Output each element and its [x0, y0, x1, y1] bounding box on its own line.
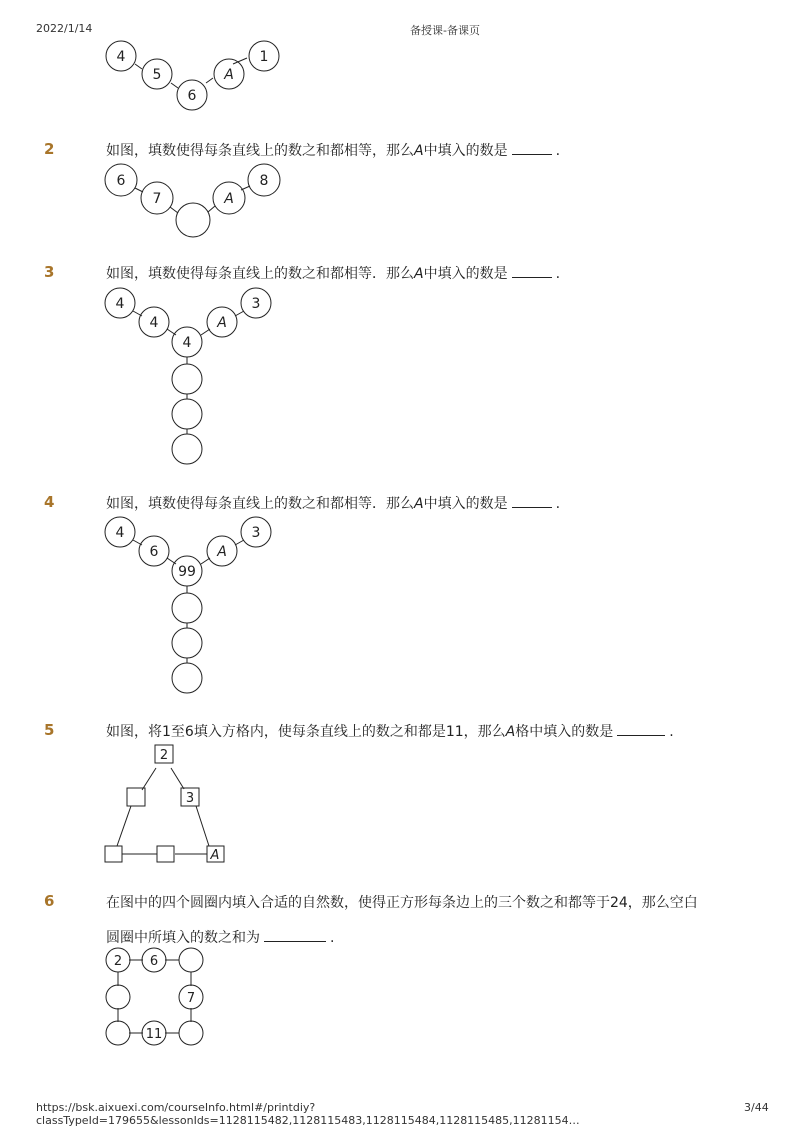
question-period: . — [555, 266, 561, 282]
question-text — [106, 721, 674, 741]
circle-label: A — [217, 544, 227, 560]
question-text — [106, 263, 560, 283]
circle-label: A — [224, 67, 234, 83]
circle-label: 4 — [115, 525, 125, 541]
variable-a: A — [414, 266, 424, 282]
question-stem-end: 中填入的数是 — [423, 496, 508, 512]
question-period: . — [555, 496, 561, 512]
circle-label: 99 — [178, 564, 196, 580]
question-text-line1: 在图中的四个圆圈内填入合适的自然数，使得正方形每条边上的三个数之和都等于24，那么空白 — [106, 895, 698, 911]
question-stem: 如图，将1至6填入方格内，使每条直线上的数之和都是11，那么 — [106, 724, 506, 740]
answer-blank — [617, 722, 665, 736]
circle-label: 7 — [186, 991, 196, 1006]
answer-blank — [512, 141, 552, 155]
q2-figure-circle-chain — [100, 160, 290, 244]
circle-label: 6 — [149, 954, 159, 969]
answer-blank — [512, 264, 552, 278]
box-label: 3 — [185, 791, 195, 806]
circle-label: 7 — [152, 191, 162, 207]
circle-label: 1 — [259, 49, 269, 65]
question-text — [106, 140, 560, 160]
print-date: 2022/1/14 — [36, 22, 93, 35]
circle-label: 5 — [152, 67, 162, 83]
circle-label: 3 — [251, 525, 261, 541]
circle-label: 3 — [251, 296, 261, 312]
question-period: . — [555, 143, 561, 159]
question-number: 3 — [44, 263, 55, 281]
q5-figure-triangle-boxes — [100, 740, 230, 870]
circle-label: 4 — [116, 49, 126, 65]
question-stem: 如图，填数使得每条直线上的数之和都相等，那么 — [106, 143, 414, 159]
q4-figure-y-shape — [100, 514, 280, 699]
circle-label: 11 — [145, 1027, 163, 1042]
circle-label: A — [217, 315, 227, 331]
page-url: https://bsk.aixuexi.com/courseInfo.html#/printdiy?classTypeId=179655&lessonIds=1128115482,1128115483,1128115484,1128115485,11281154… — [36, 1101, 580, 1127]
circle-label: 6 — [149, 544, 159, 560]
page-title: 备授课-备课页 — [410, 24, 480, 37]
top-figure-circle-chain — [100, 36, 290, 116]
question-stem: 圆圈中所填入的数之和为 — [106, 930, 260, 946]
question-stem-end: 中填入的数是 — [423, 143, 508, 159]
question-stem-end: 中填入的数是 — [423, 266, 508, 282]
question-stem: 如图，填数使得每条直线上的数之和都相等．那么 — [106, 496, 414, 512]
circle-label: 8 — [259, 173, 269, 189]
question-number: 5 — [44, 721, 55, 739]
question-number: 4 — [44, 493, 55, 511]
question-number: 2 — [44, 140, 55, 158]
box-label: 2 — [159, 748, 169, 763]
answer-blank — [512, 494, 552, 508]
page-number: 3/44 — [744, 1101, 769, 1114]
variable-a: A — [414, 143, 424, 159]
circle-label: 4 — [115, 296, 125, 312]
question-stem-end: 格中填入的数是 — [515, 724, 614, 740]
question-text-line2 — [106, 927, 334, 947]
question-number: 6 — [44, 892, 55, 910]
answer-blank — [264, 928, 326, 942]
circle-label: 6 — [116, 173, 126, 189]
question-period: . — [330, 930, 335, 946]
circle-label: 4 — [149, 315, 159, 331]
q6-figure-square-circles — [100, 945, 210, 1050]
question-text — [106, 493, 560, 513]
circle-label: 6 — [187, 88, 197, 104]
circle-label: 4 — [182, 335, 192, 351]
circle-label: A — [224, 191, 234, 207]
box-label: A — [210, 848, 220, 863]
circle-label: 2 — [113, 954, 123, 969]
variable-a: A — [505, 724, 516, 740]
question-period: . — [669, 724, 674, 740]
variable-a: A — [414, 496, 424, 512]
question-stem: 如图，填数使得每条直线上的数之和都相等．那么 — [106, 266, 414, 282]
q3-figure-y-shape — [100, 285, 280, 470]
